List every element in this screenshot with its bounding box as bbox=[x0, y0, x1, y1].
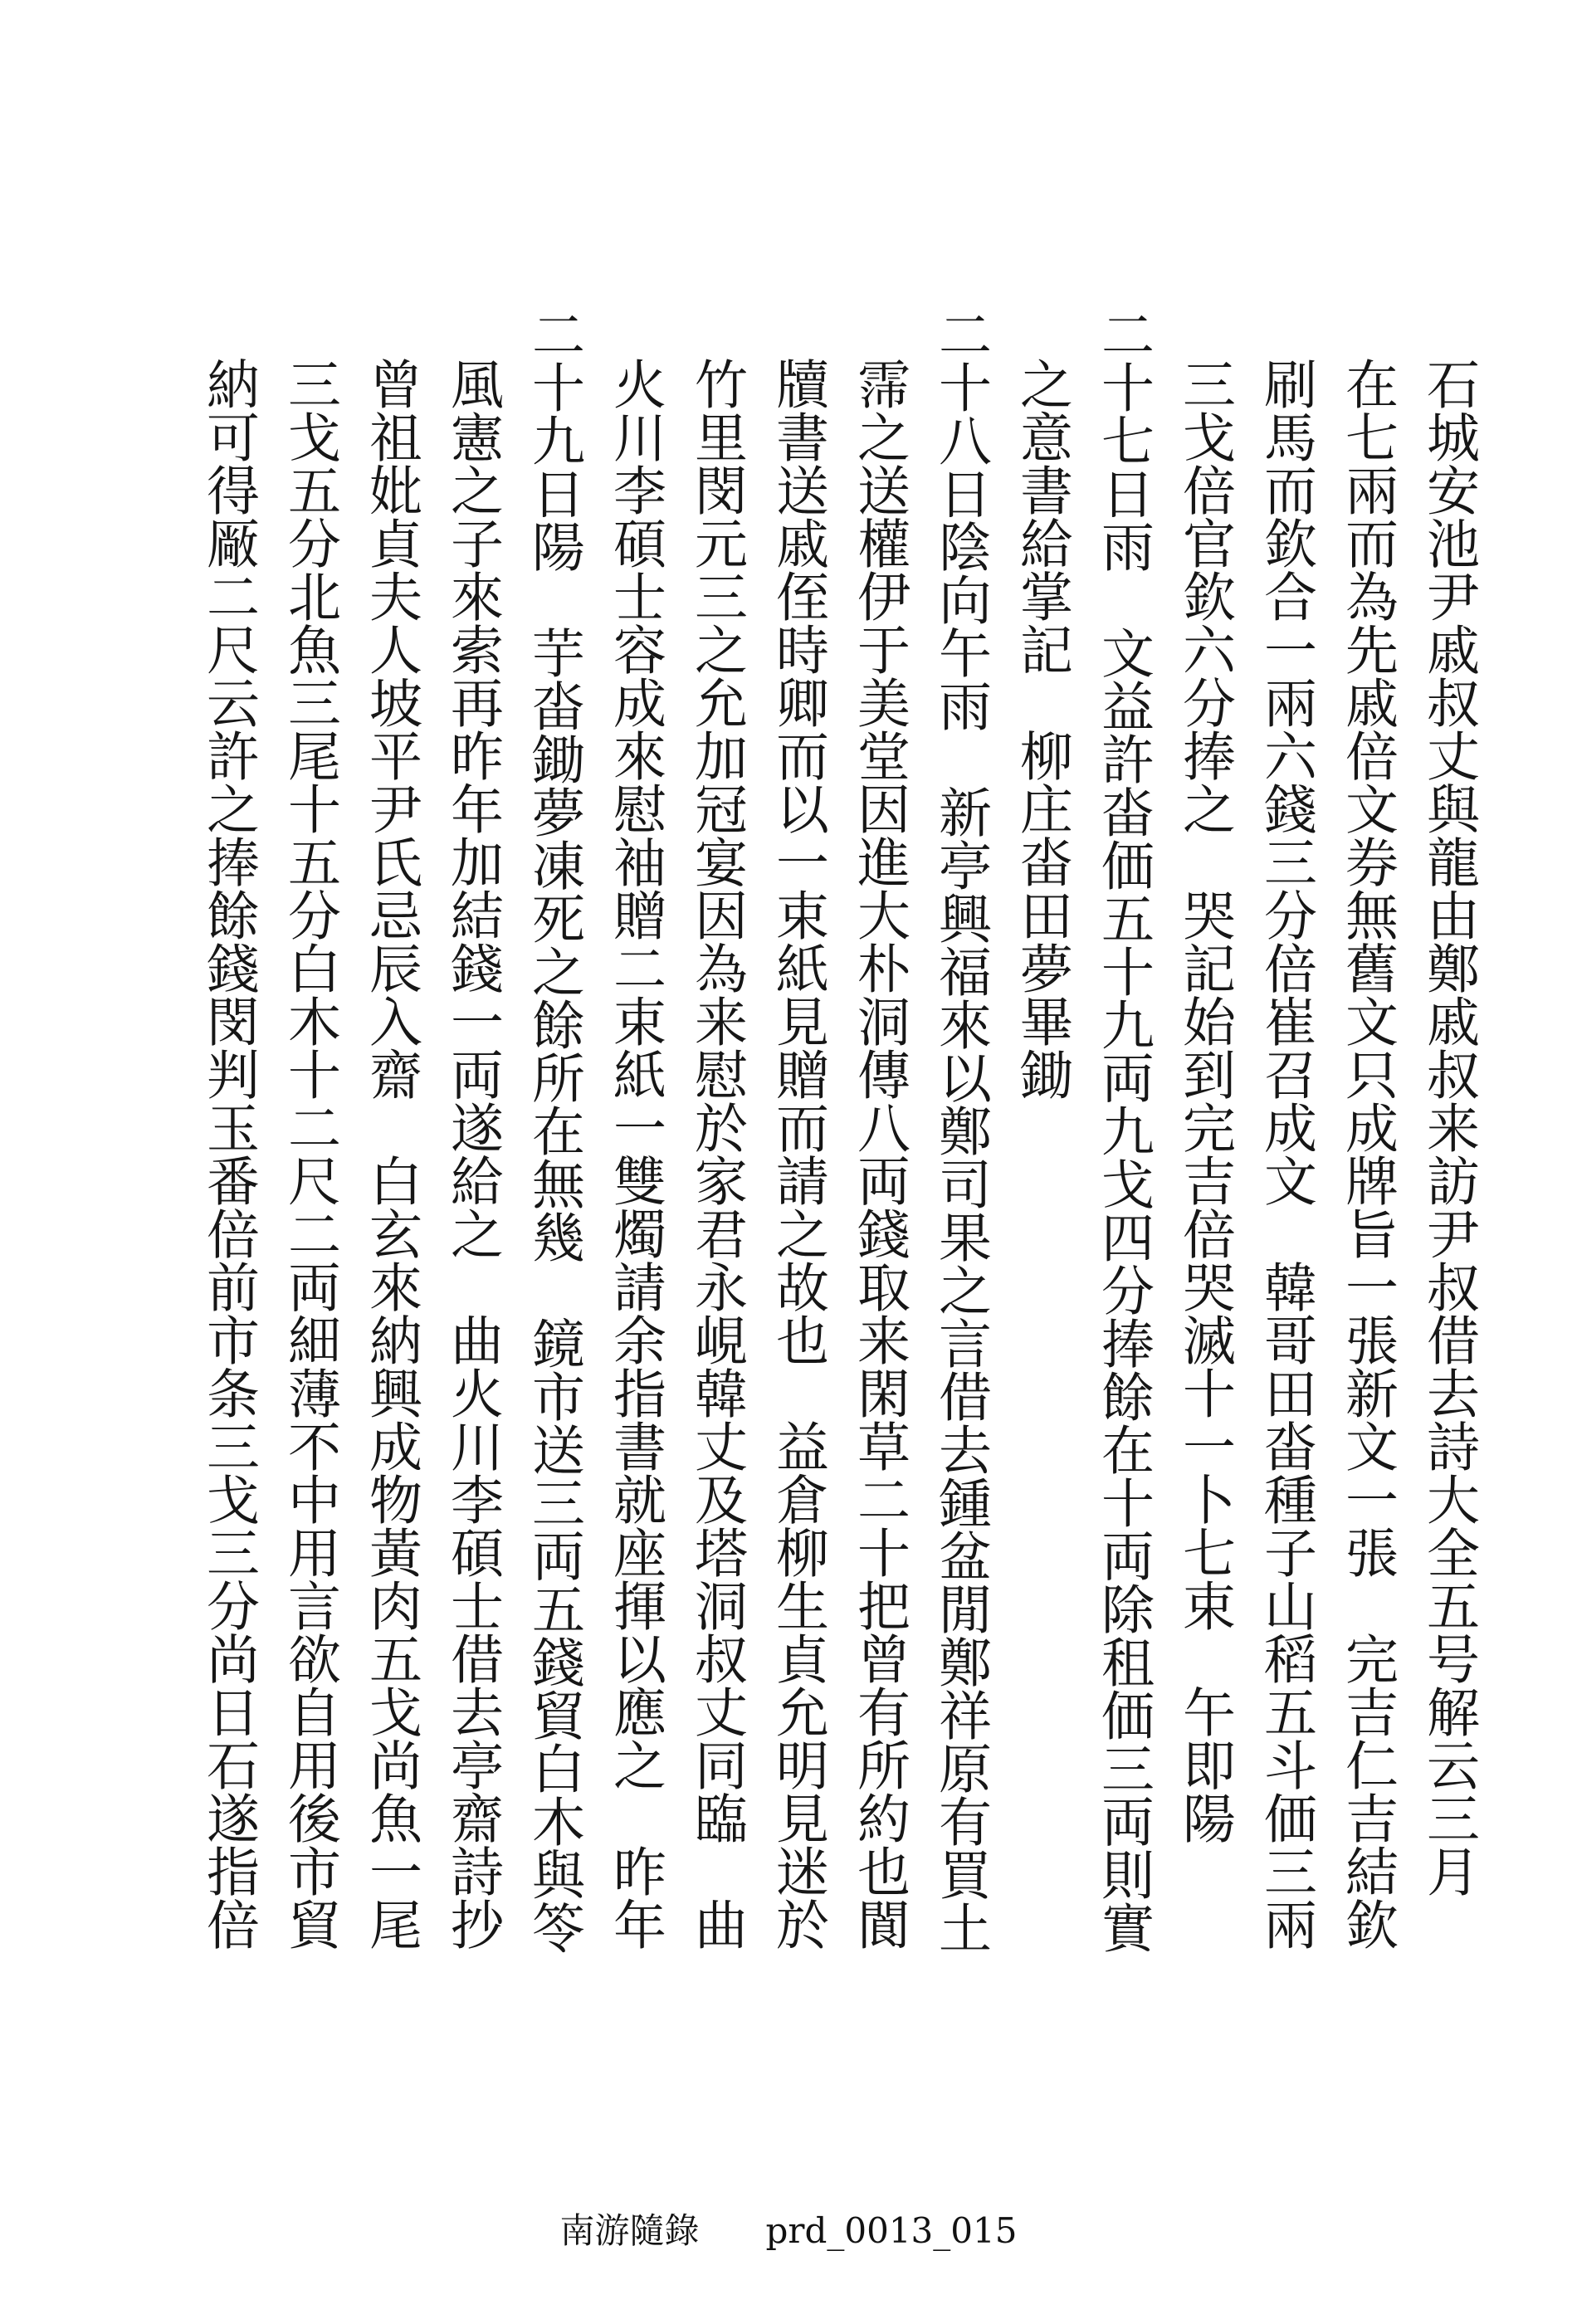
text-column-4: 三戈倍官欽六分捧之 哭記始到完吉倍哭滅十一卜七束 午即陽 bbox=[1174, 357, 1235, 1844]
text-column-1: 石城安池尹戚叔丈與龍由鄭戚叔来訪尹叔借去詩大全五号解云三月 bbox=[1418, 357, 1479, 1897]
page-id: prd_0013_015 bbox=[765, 2210, 1018, 2251]
page-footer bbox=[0, 2204, 1577, 2253]
text-column-15: 三戈五分北魚三尾十五分白木十二尺二両細薄不中用言欲自用後市貿 bbox=[279, 357, 340, 1950]
text-column-10: 竹里閔元三之允加冠宴因為来慰於家君永峴韓丈及塔洞叔丈同臨 曲 bbox=[686, 357, 747, 1950]
text-column-5: 二十七日雨 文益許畓価五十九両九戈四分捧餘在十両除租価三両則實 bbox=[1092, 307, 1154, 1954]
text-column-14: 曾祖妣貞夫人坡平尹氏忌辰入齋 白玄來納興成物黃肉五戈尚魚一尾 bbox=[360, 357, 422, 1950]
text-column-7: 二十八日陰向午雨 新亭興福來以鄭司果之言借去鍾盆閒鄭祥原有買土 bbox=[930, 307, 991, 1954]
text-column-11: 火川李碩士容成來慰袖贈二束紙一雙燭請余指書就座揮以應之 昨年 bbox=[604, 357, 666, 1950]
text-column-6: 之意書給掌記 柳庄畓田夢畢鋤 bbox=[1011, 357, 1072, 1101]
text-column-16: 納可得厰二尺云許之捧餘錢閔判玉番倍前市条三戈三分尚日石遂指倍 bbox=[198, 357, 259, 1950]
text-column-9: 牘書送戚侄時卿而以一束紙見贈而請之故也 益倉柳生貞允明見迷於 bbox=[767, 357, 828, 1950]
text-column-2: 在七兩而為先戚倍文券無舊文只成牌旨一張新文一張 完吉仁吉結欽 bbox=[1336, 357, 1398, 1950]
text-column-12: 二十九日陽 芋畓鋤夢凍死之餘所在無幾 鏡市送三両五錢貿白木與笭 bbox=[523, 307, 584, 1954]
text-column-3: 刷馬而欽合一兩六錢三分倍崔召成文 韓哥田畓種子山稻五斗価三兩 bbox=[1255, 357, 1316, 1950]
text-column-13: 風憲之子來索再昨年加結錢一両遂給之 曲火川李碩士借去亭齋詩抄 bbox=[442, 357, 503, 1950]
text-column-8: 霈之送權伊于美堂因進大朴洞傳八両錢取来閑草二十把曾有所約也閬 bbox=[848, 357, 910, 1950]
book-title: 南游隨錄 bbox=[559, 2210, 700, 2251]
